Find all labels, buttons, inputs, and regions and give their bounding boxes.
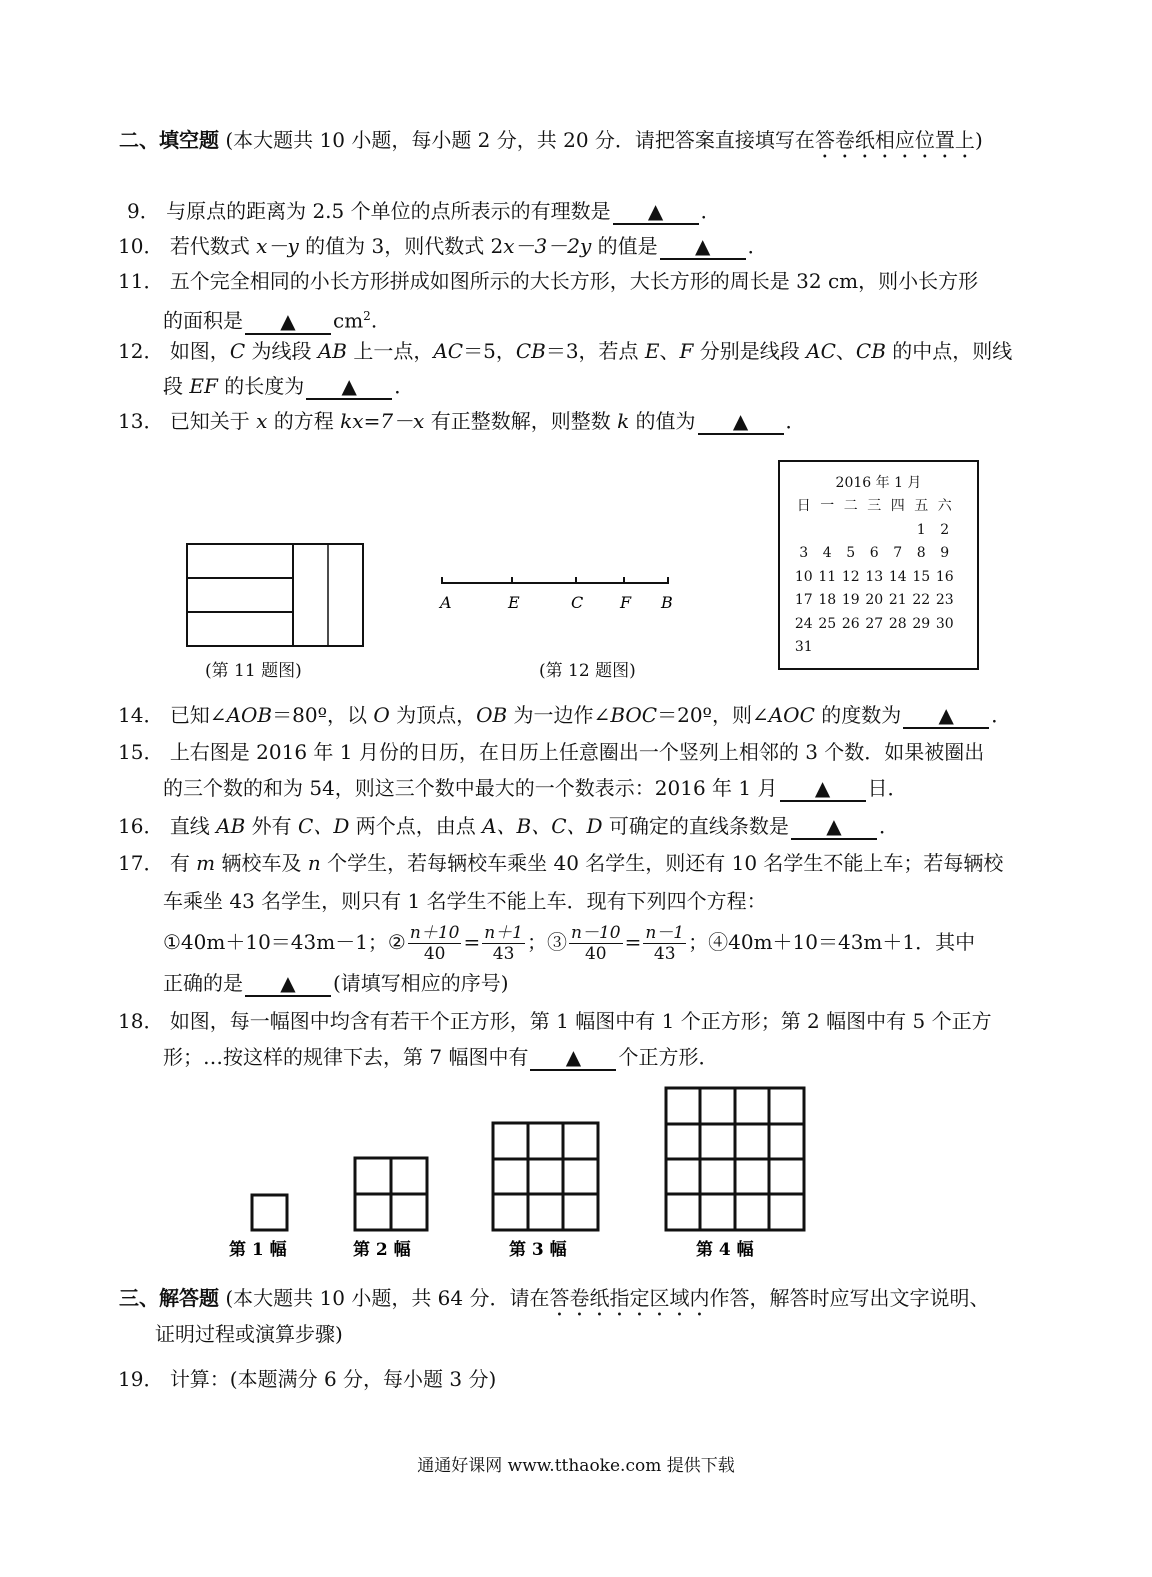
triangle-icon: ▲	[938, 703, 954, 727]
q14-var: BOC	[610, 703, 658, 727]
grid-3	[493, 1123, 598, 1230]
q12-var: F	[679, 339, 694, 363]
triangle-icon: ▲	[565, 1045, 582, 1069]
calendar-day: 28	[888, 615, 907, 632]
fraction-denominator: 40	[423, 944, 446, 964]
calendar-day: 20	[865, 592, 884, 608]
q18-line2	[163, 1045, 718, 1071]
q12-var: EF	[189, 374, 218, 398]
q17-fraction	[643, 923, 686, 964]
calendar-empty-cell	[816, 519, 840, 543]
q12-var: AC	[806, 339, 836, 363]
q14-text: 为一边作∠	[507, 703, 611, 727]
q10-text-pre: 若代数式	[169, 234, 257, 258]
fraction-numerator: n－1	[645, 923, 685, 943]
q14-answer-blank	[903, 703, 989, 729]
section2-desc-emphasis: 答卷纸相应位置上	[814, 128, 975, 152]
q16-var: C、D	[298, 814, 350, 838]
q14-text: 为顶点，	[389, 703, 477, 727]
triangle-icon: ▲	[694, 234, 711, 258]
q17-line2: 车乘坐 43 名学生，则只有 1 名学生不能上车．现有下列四个方程：	[163, 889, 767, 913]
q12-text: ＝3，若点	[545, 339, 645, 363]
q17-text: 个学生，若每辆校车乘坐 40 名学生，则还有 10 名学生不能上车；若每辆校	[320, 851, 1004, 875]
q15-answer-blank	[780, 776, 866, 802]
q12-var: E	[644, 339, 660, 363]
q12-text: 为线段	[245, 339, 318, 363]
question-11	[118, 269, 978, 293]
calendar-day: 23	[935, 592, 954, 608]
q17-fraction	[408, 923, 462, 964]
q15-number: 15．	[118, 740, 164, 764]
point-label-b: B	[661, 593, 673, 612]
calendar-day: 14	[888, 568, 907, 585]
triangle-icon: ▲	[280, 308, 296, 333]
q10-answer-blank	[660, 234, 746, 260]
q14-text: 的度数为	[814, 703, 902, 727]
q17-line4	[163, 971, 509, 997]
section3-header	[119, 1286, 990, 1321]
q17-text: 正确的是	[163, 971, 243, 995]
figure-12-segment	[430, 570, 680, 618]
calendar-empty-cell	[886, 519, 910, 543]
q17-fraction	[482, 923, 525, 964]
question-9	[127, 199, 721, 225]
q17-options	[163, 920, 975, 964]
calendar-day: 22	[912, 592, 931, 608]
q12-answer-blank	[306, 374, 392, 400]
q17-number: 17．	[118, 851, 164, 875]
question-10	[118, 234, 768, 260]
q12-text: 、	[835, 339, 856, 363]
big-rectangle	[187, 544, 363, 646]
q9-text: 与原点的距离为 2.5 个单位的点所表示的有理数是	[166, 199, 611, 223]
q13-number: 13．	[118, 409, 164, 433]
triangle-icon: ▲	[814, 776, 831, 800]
point-label-c: C	[571, 593, 584, 612]
grid-1-caption: 第 1 幅	[229, 1240, 287, 1260]
section3-desc-emphasis: 答卷纸指定区域内	[549, 1286, 710, 1310]
q12-end: ．	[394, 374, 415, 398]
q17-text: 辆校车及	[215, 851, 308, 875]
equals-sign: =	[624, 930, 642, 954]
q17-var: m	[196, 851, 216, 875]
q15-line1: 上右图是 2016 年 1 月份的日历，在日历上任意圈出一个竖列上相邻的 3 个数．如果被圈出	[169, 740, 985, 764]
calendar-day: 1	[916, 521, 926, 538]
q18-number: 18．	[118, 1009, 164, 1033]
question-14	[118, 703, 1011, 729]
fraction-denominator: 40	[584, 944, 607, 964]
calendar-weekday: 三	[867, 498, 882, 514]
calendar-day: 31	[794, 639, 813, 655]
calendar-day: 2	[940, 521, 950, 538]
grid-1	[252, 1195, 287, 1230]
calendar-day: 13	[865, 568, 884, 585]
triangle-icon: ▲	[280, 971, 296, 995]
page-footer: 通通好课网 www.tthaoke.com 提供下载	[417, 1456, 735, 1476]
calendar-day: 5	[846, 545, 856, 561]
q10-number: 10．	[118, 234, 164, 258]
point-label-e: E	[508, 593, 520, 612]
q19-number: 19．	[118, 1367, 164, 1391]
calendar-day: 6	[869, 545, 879, 561]
q12-text: 上一点，	[346, 339, 434, 363]
q14-text: 已知∠	[169, 703, 227, 727]
q12-text: 的中点，则线	[885, 339, 1013, 363]
q16-text: 两个点，由点	[349, 814, 483, 838]
calendar-weekday: 五	[914, 498, 929, 514]
q16-text: 直线	[169, 814, 217, 838]
q11-answer-blank	[245, 309, 331, 335]
q11-line1: 五个完全相同的小长方形拼成如图所示的大长方形，大长方形的周长是 32 cm，则小长方形	[169, 269, 979, 293]
q10-end: ．	[747, 234, 768, 258]
q16-answer-blank	[791, 814, 877, 840]
calendar-empty-cell	[863, 519, 887, 543]
question-19	[118, 1367, 496, 1391]
q14-text: ＝20º，则∠	[657, 703, 769, 727]
q15-end: 日．	[867, 776, 908, 800]
calendar-day: 17	[794, 592, 813, 608]
figure-12-caption: (第 12 题图)	[539, 661, 636, 681]
q14-var: AOB	[226, 703, 273, 727]
q12-var: AC	[433, 339, 464, 363]
q17-var: n	[307, 851, 321, 875]
q13-equation: kx=7－x	[340, 409, 425, 433]
q12-text: 、	[659, 339, 680, 363]
calendar-day: 18	[818, 592, 837, 608]
section3-desc: 作答，解答时应写出文字说明、	[709, 1286, 990, 1310]
q11-number: 11．	[118, 269, 164, 293]
calendar-day: 3	[799, 545, 809, 561]
section2-desc: (本大题共 10 小题，每小题 2 分，共 20 分．请把答案直接填写在	[225, 128, 815, 152]
q12-text: 段	[163, 374, 190, 398]
calendar-day: 12	[841, 568, 860, 585]
calendar-day: 7	[893, 545, 903, 561]
grid-4	[666, 1088, 804, 1230]
question-17	[118, 851, 1003, 875]
q17-answer-blank	[245, 971, 331, 997]
calendar-day: 29	[912, 615, 931, 632]
q17-text: 有	[169, 851, 197, 875]
q11-unit-exponent: 2	[363, 309, 371, 323]
calendar-day: 4	[822, 545, 832, 561]
q11-end: .	[370, 308, 378, 333]
fraction-denominator: 43	[653, 944, 676, 964]
q9-end: ．	[700, 199, 721, 223]
q17-option-3: ；③	[527, 930, 567, 954]
point-label-f: F	[620, 593, 632, 612]
q9-number: 9．	[127, 199, 160, 223]
section3-title: 三、解答题	[119, 1286, 219, 1310]
figure-11-rectangles	[185, 542, 367, 648]
q14-text: ＝80º，以	[272, 703, 374, 727]
calendar-day: 25	[818, 615, 837, 632]
section3-desc-line2: 证明过程或演算步骤)	[155, 1322, 343, 1346]
q12-var: AB	[317, 339, 347, 363]
grid-2	[355, 1158, 427, 1230]
q14-var: O	[373, 703, 390, 727]
triangle-icon: ▲	[732, 409, 749, 433]
q16-text: 外有	[245, 814, 299, 838]
q13-var: x	[256, 409, 268, 433]
q14-var: OB	[476, 703, 508, 727]
calendar-weekday: 六	[937, 498, 952, 514]
q10-text-mid: 的值为 3，则代数式 2	[298, 234, 504, 258]
calendar-day: 19	[841, 592, 860, 608]
calendar-day: 26	[841, 615, 860, 632]
q18-answer-blank	[530, 1045, 616, 1071]
q13-answer-blank	[698, 409, 784, 435]
triangle-icon: ▲	[647, 199, 664, 223]
equals-sign: =	[463, 930, 481, 954]
question-12	[118, 339, 1012, 363]
q13-text: 有正整数解，则整数	[424, 409, 618, 433]
q18-line1: 如图，每一幅图中均含有若干个正方形，第 1 幅图中有 1 个正方形；第 2 幅图中有 5 个正方	[169, 1009, 992, 1033]
calendar-day: 15	[912, 568, 931, 585]
q10-expr1: x－y	[256, 234, 299, 258]
q14-end: ．	[991, 703, 1012, 727]
q16-var: A、B、C、D	[482, 814, 603, 838]
calendar-day: 30	[935, 615, 954, 632]
q16-number: 16．	[118, 814, 164, 838]
q11-line2: 的面积是	[163, 308, 243, 333]
q17-option-1: ①40m＋10＝43m－1；②	[163, 930, 406, 954]
calendar-weekday: 一	[820, 498, 835, 514]
q17-text: (请填写相应的序号)	[333, 971, 509, 995]
question-12-line2	[163, 374, 414, 400]
q12-text: 分别是线段	[693, 339, 807, 363]
q14-number: 14．	[118, 703, 164, 727]
q11-unit: cm	[333, 308, 364, 333]
q13-end: ．	[785, 409, 806, 433]
calendar-day: 16	[935, 568, 954, 585]
calendar-figure	[778, 460, 979, 670]
q12-number: 12．	[118, 339, 164, 363]
fraction-numerator: n－10	[571, 923, 621, 943]
point-label-a: A	[440, 593, 452, 612]
figure-11-caption: (第 11 题图)	[205, 661, 302, 681]
fraction-numerator: n＋1	[484, 923, 523, 943]
q12-text: ＝5，	[463, 339, 516, 363]
section2-desc-end: )	[974, 128, 983, 152]
q9-answer-blank	[613, 199, 699, 225]
q17-fraction	[569, 923, 623, 964]
grid-4-caption: 第 4 幅	[696, 1240, 754, 1260]
question-15	[118, 740, 984, 764]
calendar-day: 9	[940, 545, 950, 561]
q15-line2: 的三个数的和为 54，则这三个数中最大的一个数表示：2016 年 1 月	[163, 776, 778, 800]
q13-var: k	[617, 409, 630, 433]
q19-text: 计算：(本题满分 6 分，每小题 3 分)	[169, 1367, 497, 1391]
grid-3-caption: 第 3 幅	[509, 1240, 567, 1260]
figure-18-squares	[200, 1085, 820, 1265]
q14-var: AOC	[768, 703, 815, 727]
triangle-icon: ▲	[826, 814, 842, 838]
q12-var: C	[229, 339, 246, 363]
q12-text: 的长度为	[217, 374, 305, 398]
section2-title: 二、填空题	[119, 128, 219, 152]
q13-text: 的方程	[267, 409, 341, 433]
q18-text: 个正方形．	[618, 1045, 719, 1069]
calendar-weekday: 二	[843, 498, 858, 514]
q10-expr2: x－3－2y	[503, 234, 592, 258]
section3-desc: (本大题共 10 小题，共 64 分．请在	[225, 1286, 550, 1310]
calendar-day: 21	[888, 592, 907, 608]
question-16	[118, 814, 899, 840]
q13-text: 已知关于	[169, 409, 257, 433]
calendar-weekday: 日	[796, 498, 811, 514]
calendar-day: 10	[794, 568, 813, 585]
q12-text: 如图，	[169, 339, 230, 363]
calendar-title: 2016 年 1 月	[835, 475, 922, 491]
q16-end: ．	[878, 814, 899, 838]
q12-var: CB	[855, 339, 886, 363]
calendar-empty-cell	[839, 519, 863, 543]
calendar-empty-cell	[792, 519, 816, 543]
calendar-day: 27	[865, 615, 884, 632]
calendar-weekday: 四	[890, 498, 905, 514]
calendar-day: 11	[818, 568, 837, 585]
q16-var: AB	[216, 814, 246, 838]
q10-text-post: 的值是	[591, 234, 658, 258]
grid-2-caption: 第 2 幅	[353, 1240, 411, 1260]
section2-header	[119, 128, 983, 163]
calendar-grid	[792, 495, 957, 660]
fraction-denominator: 43	[492, 944, 515, 964]
question-18	[118, 1009, 992, 1033]
q18-text: 形；…按这样的规律下去，第 7 幅图中有	[163, 1045, 529, 1069]
question-15-line2	[163, 776, 908, 802]
triangle-icon: ▲	[341, 374, 357, 398]
calendar-day: 24	[794, 615, 813, 632]
question-13	[118, 409, 806, 435]
question-11-line2	[163, 304, 377, 335]
q17-option-4: ；④40m＋10＝43m＋1．其中	[688, 930, 976, 954]
q16-text: 可确定的直线条数是	[602, 814, 789, 838]
fraction-numerator: n＋10	[409, 923, 460, 943]
calendar-day: 8	[916, 545, 926, 561]
q12-var: CB	[515, 339, 546, 363]
q13-text: 的值为	[629, 409, 696, 433]
